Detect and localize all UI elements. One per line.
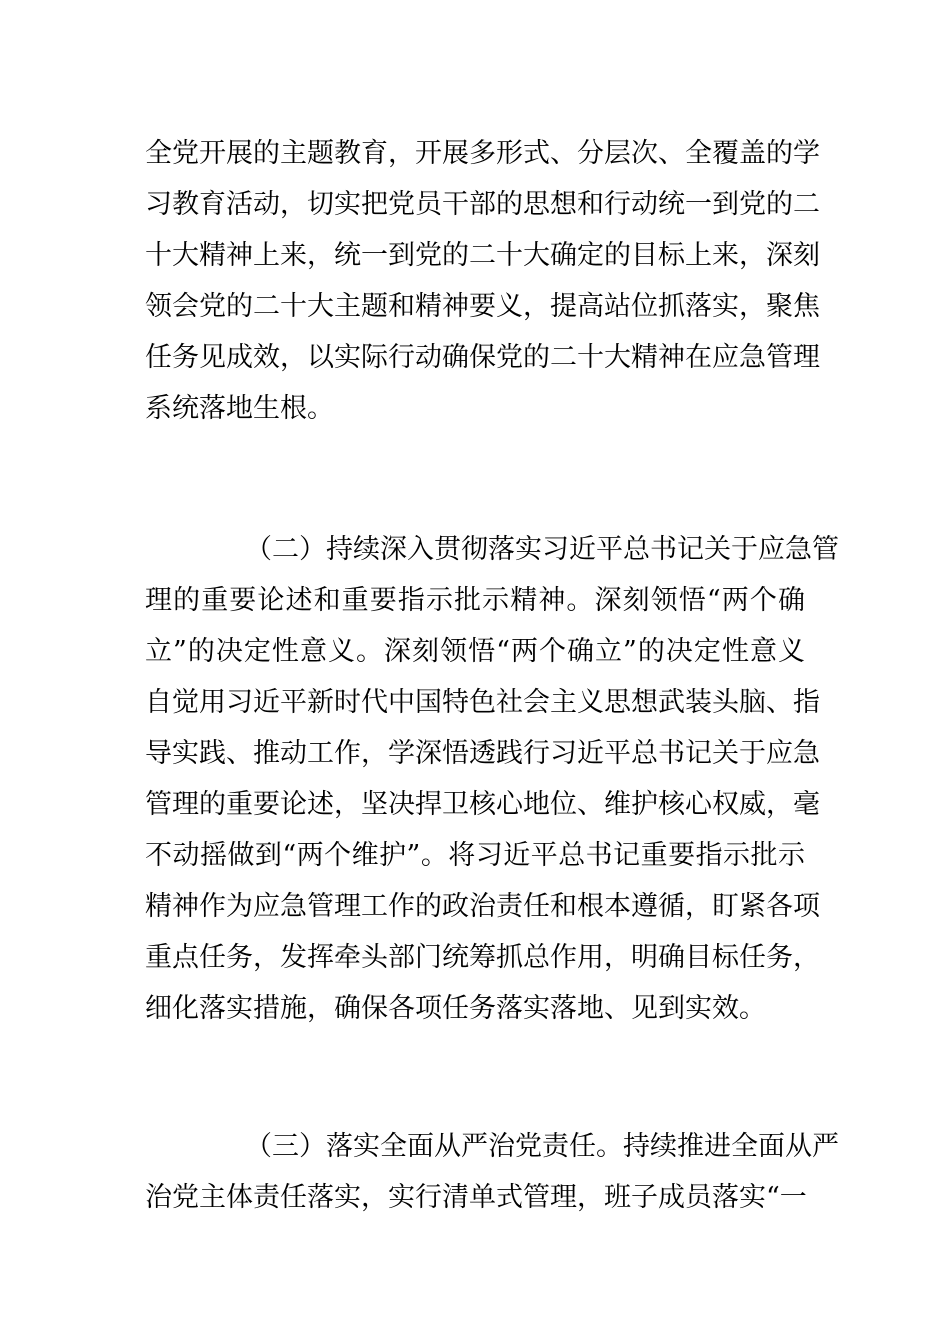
text-line: 重点任务，发挥牵头部门统筹抓总作用，明确目标任务， xyxy=(145,942,820,973)
text-line: 管理的重要论述，坚决捍卫核心地位、维护核心权威，毫 xyxy=(145,789,820,820)
text-line: （二）持续深入贯彻落实习近平总书记关于应急管 xyxy=(245,534,839,565)
text-line: 系统落地生根。 xyxy=(145,393,334,424)
text-line: 治党主体责任落实，实行清单式管理，班子成员落实“一 xyxy=(145,1182,807,1213)
text-line: 不动摇做到“两个维护”。将习近平总书记重要指示批示 xyxy=(145,840,805,871)
text-line: 理的重要论述和重要指示批示精神。深刻领悟“两个确 xyxy=(145,585,805,616)
text-line: 导实践、推动工作，学深悟透践行习近平总书记关于应急 xyxy=(145,738,820,769)
paragraph-3 xyxy=(145,1121,839,1223)
paragraph-2 xyxy=(145,524,839,1034)
text-line: 任务见成效，以实际行动确保党的二十大精神在应急管理 xyxy=(145,342,820,373)
text-line: 自觉用习近平新时代中国特色社会主义思想武装头脑、指 xyxy=(145,687,820,718)
paragraph-1 xyxy=(145,128,820,434)
text-line: 十大精神上来，统一到党的二十大确定的目标上来，深刻 xyxy=(145,240,820,271)
text-line: 立”的决定性意义。深刻领悟“两个确立”的决定性意义 xyxy=(145,636,805,667)
text-line: 全党开展的主题教育，开展多形式、分层次、全覆盖的学 xyxy=(145,138,820,169)
text-line: 细化落实措施，确保各项任务落实落地、见到实效。 xyxy=(145,993,766,1024)
text-line: （三）落实全面从严治党责任。持续推进全面从严 xyxy=(245,1131,839,1162)
text-line: 精神作为应急管理工作的政治责任和根本遵循，盯紧各项 xyxy=(145,891,820,922)
text-line: 领会党的二十大主题和精神要义，提高站位抓落实，聚焦 xyxy=(145,291,820,322)
text-line: 习教育活动，切实把党员干部的思想和行动统一到党的二 xyxy=(145,189,820,220)
